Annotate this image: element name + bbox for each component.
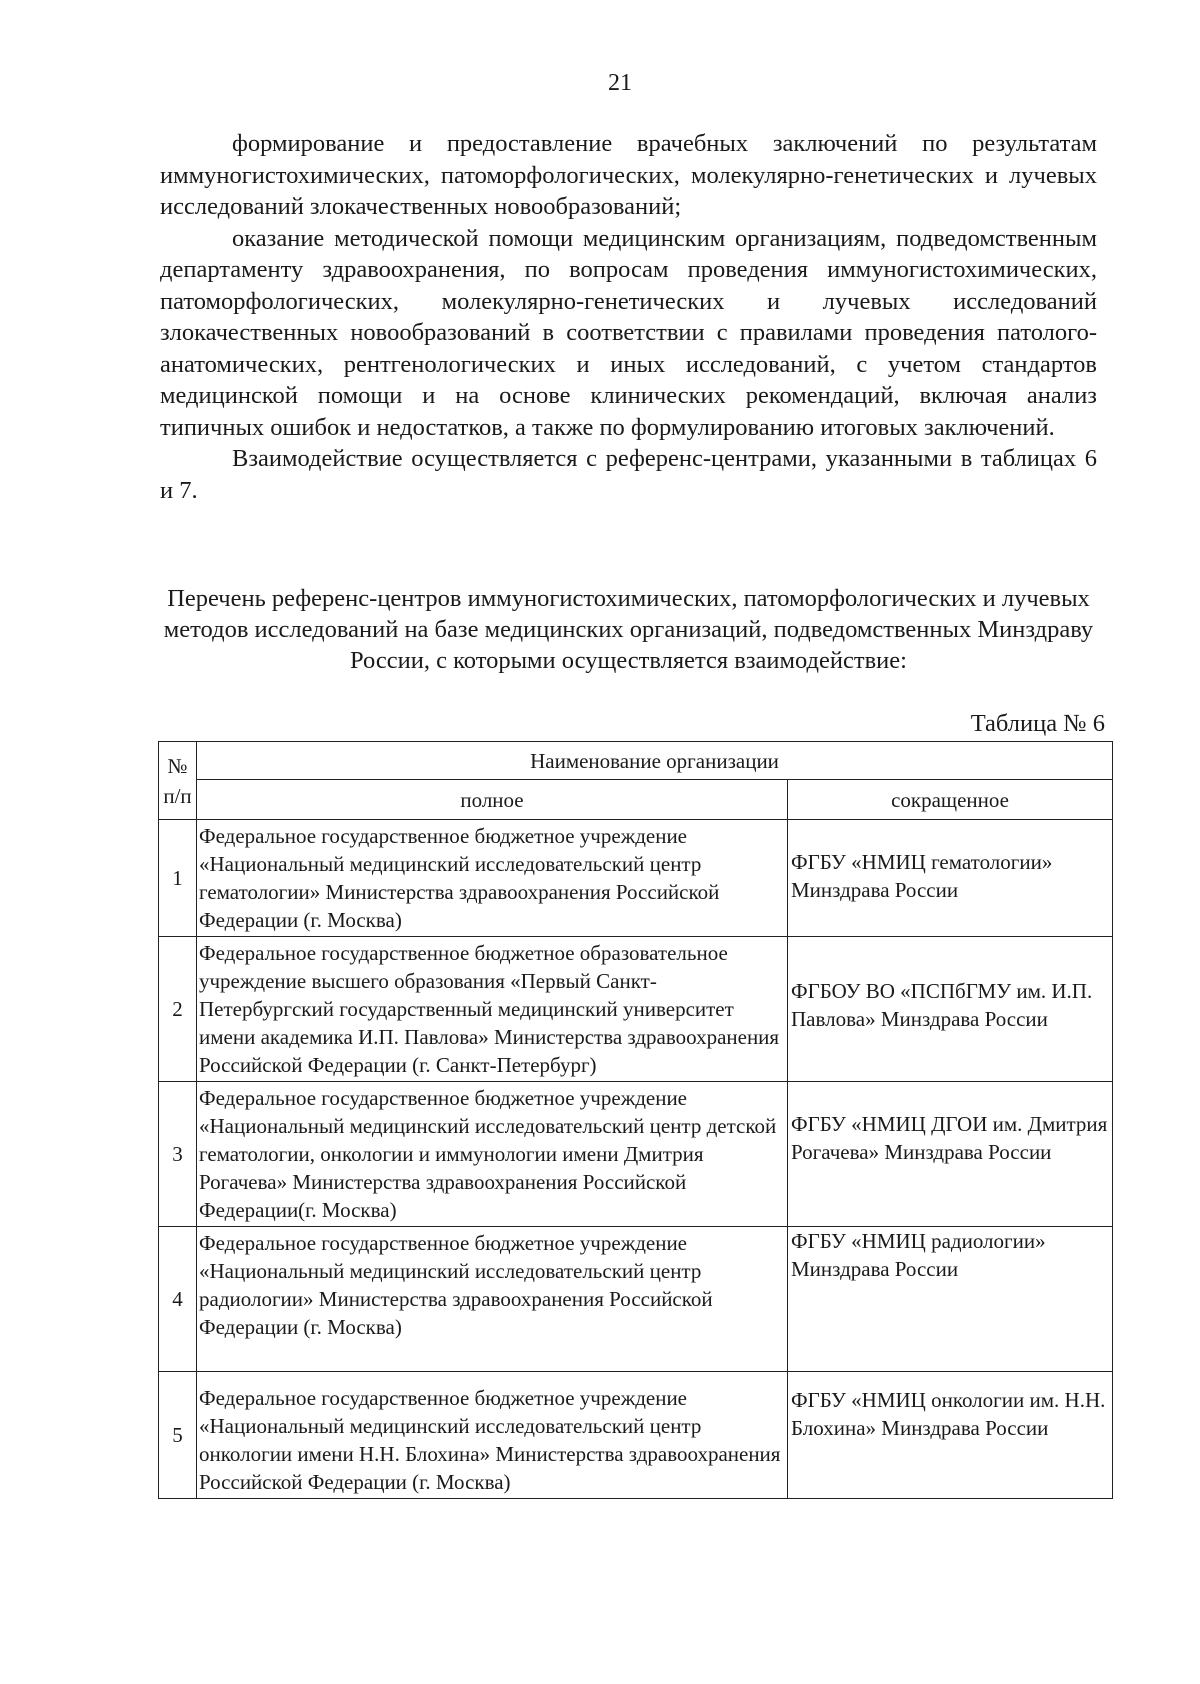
table-row (159, 1372, 1113, 1499)
row-short-name: ФГБОУ ВО «ПСПбГМУ им. И.П. Павлова» Минздрава России (788, 937, 1113, 1082)
paragraph-2: оказание методической помощи медицинским организациям, подведомственным департаменту здравоохранения, по вопросам проведения иммуногистохимических, патоморфологических, молекулярно-генетических и лучевых исследований злокачественных новообразований в соответствии с правилами проведения патолого-анатомических, рентгенологических и иных исследований, с учетом стандартов медицинской помощи и на основе клинических рекомендаций, включая анализ типичных ошибок и недостатков, а также по формулированию итоговых заключений. (160, 224, 1097, 441)
row-short-name: ФГБУ «НМИЦ радиологии» Минздрава России (788, 1227, 1113, 1372)
row-short-name: ФГБУ «НМИЦ гематологии» Минздрава России (788, 820, 1113, 937)
table-row (159, 1082, 1113, 1227)
row-full-name: Федеральное государственное бюджетное образовательное учреждение высшего образования «Первый Санкт-Петербургский государственный медицинский университет имени академика И.П. Павлова» Министерства здравоохранения Российской Федерации (г. Санкт-Петербург) (197, 937, 788, 1082)
organizations-table (158, 741, 1113, 1499)
page-number: 21 (608, 70, 632, 96)
row-full-name: Федеральное государственное бюджетное учреждение «Национальный медицинский исследовательский центр онкологии имени Н.Н. Блохина» Министерства здравоохранения Российской Федерации (г. Москва) (197, 1372, 788, 1499)
paragraph-1: формирование и предоставление врачебных заключений по результатам иммуногистохимических, патоморфологических, молекулярно-генетических и лучевых исследований злокачественных новообразований; (160, 130, 1097, 220)
table-heading: Перечень референс-центров иммуногистохимических, патоморфологических и лучевых методов исследований на базе медицинских организаций, подведомственных Минздраву России, с которыми осуществляется взаимодействие: (163, 585, 1094, 674)
row-short-name: ФГБУ «НМИЦ ДГОИ им. Дмитрия Рогачева» Минздрава России (788, 1082, 1113, 1227)
row-number: 3 (159, 1082, 197, 1227)
row-short-name: ФГБУ «НМИЦ онкологии им. Н.Н. Блохина» Минздрава России (788, 1372, 1113, 1499)
header-short: сокращенное (788, 780, 1113, 820)
table-row (159, 937, 1113, 1082)
row-full-name: Федеральное государственное бюджетное учреждение «Национальный медицинский исследовательский центр гематологии» Министерства здравоохранения Российской Федерации (г. Москва) (197, 820, 788, 937)
row-full-name: Федеральное государственное бюджетное учреждение «Национальный медицинский исследовательский центр детской гематологии, онкологии и иммунологии имени Дмитрия Рогачева» Министерства здравоохранения Российской Федерации(г. Москва) (197, 1082, 788, 1227)
header-number: № п/п (159, 742, 197, 820)
body-text (160, 128, 1097, 506)
table-row (159, 820, 1113, 937)
header-full: полное (197, 780, 788, 820)
row-number: 5 (159, 1372, 197, 1499)
table-row (159, 1227, 1113, 1372)
row-number: 2 (159, 937, 197, 1082)
paragraph-3: Взаимодействие осуществляется с референс-центрами, указанными в таблицах 6 и 7. (160, 445, 1097, 504)
table-caption: Таблица № 6 (970, 710, 1105, 737)
header-org-name: Наименование организации (197, 742, 1113, 780)
row-number: 1 (159, 820, 197, 937)
row-number: 4 (159, 1227, 197, 1372)
row-full-name: Федеральное государственное бюджетное учреждение «Национальный медицинский исследовательский центр радиологии» Министерства здравоохранения Российской Федерации (г. Москва) (197, 1227, 788, 1372)
